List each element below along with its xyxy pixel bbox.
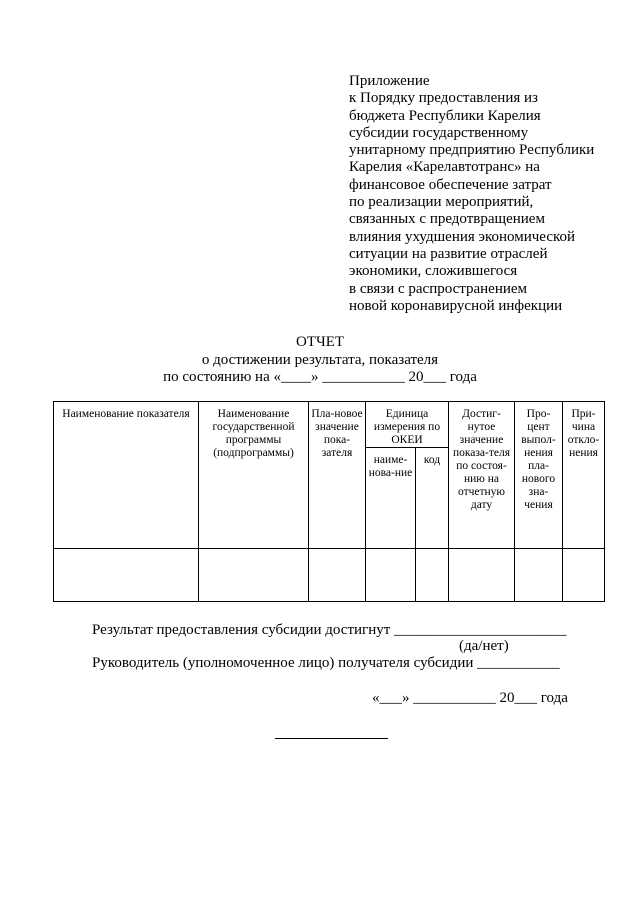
result-hint: (да/нет) [459, 638, 509, 654]
table-header-row [54, 402, 605, 448]
appendix-line: влияния ухудшения экономической [349, 228, 576, 245]
table-cell [416, 549, 449, 602]
appendix-line: субсидии государственному [349, 124, 529, 141]
appendix-line: к Порядку предоставления из [349, 90, 538, 107]
report-date-line: по состоянию на «____» ___________ 20___ года [163, 369, 477, 385]
table-cell [199, 549, 309, 602]
appendix-line: новой коронавирусной инфекции [349, 297, 563, 314]
appendix-line: унитарному предприятию Республики [349, 142, 595, 159]
header-deviation-reason: При-чина откло-нения [563, 402, 605, 549]
result-line: Результат предоставления субсидии достигнут _______________________ [92, 622, 567, 638]
header-unit-name: наиме-нова-ние [366, 448, 416, 549]
header-percent-completion: Про-цент выпол-нения пла-нового зна-чения [515, 402, 563, 549]
header-unit-code: код [416, 448, 449, 549]
table-cell [309, 549, 366, 602]
footer-date-line: «___» ___________ 20___ года [372, 690, 568, 706]
appendix-line: Карелия «Карелавтотранс» на [349, 159, 540, 176]
header-unit: Единица измерения по ОКЕИ [366, 402, 449, 448]
appendix-line: финансовое обеспечение затрат [349, 176, 552, 193]
appendix-line: экономики, сложившегося [349, 263, 518, 280]
appendix-line: по реализации мероприятий, [349, 194, 534, 211]
report-subtitle: о достижении результата, показателя [201, 352, 439, 368]
table-cell [563, 549, 605, 602]
header-indicator-name: Наименование показателя [54, 402, 199, 549]
appendix-line: в связи с распространением [349, 280, 528, 297]
appendix-line: связанных с предотвращением [349, 211, 545, 228]
table-cell [515, 549, 563, 602]
header-planned-value: Пла-новое значение пока-зателя [309, 402, 366, 549]
table-cell [449, 549, 515, 602]
header-program-name: Наименование государственной программы (подпрограммы) [199, 402, 309, 549]
appendix-block [349, 73, 629, 315]
table-cell [366, 549, 416, 602]
table-row [54, 549, 605, 602]
appendix-line: Приложение [349, 73, 430, 89]
head-signature-line: Руководитель (уполномоченное лицо) получателя субсидии ___________ [92, 655, 560, 671]
end-divider [275, 738, 388, 739]
appendix-line: бюджета Республики Карелия [349, 107, 541, 124]
appendix-line: ситуации на развитие отраслей [349, 245, 548, 262]
header-achieved-value: Достиг-нутое значение показа-теля по состоя-нию на отчетную дату [449, 402, 515, 549]
report-title: ОТЧЕТ [295, 334, 345, 350]
table-cell [54, 549, 199, 602]
report-table [53, 401, 605, 602]
